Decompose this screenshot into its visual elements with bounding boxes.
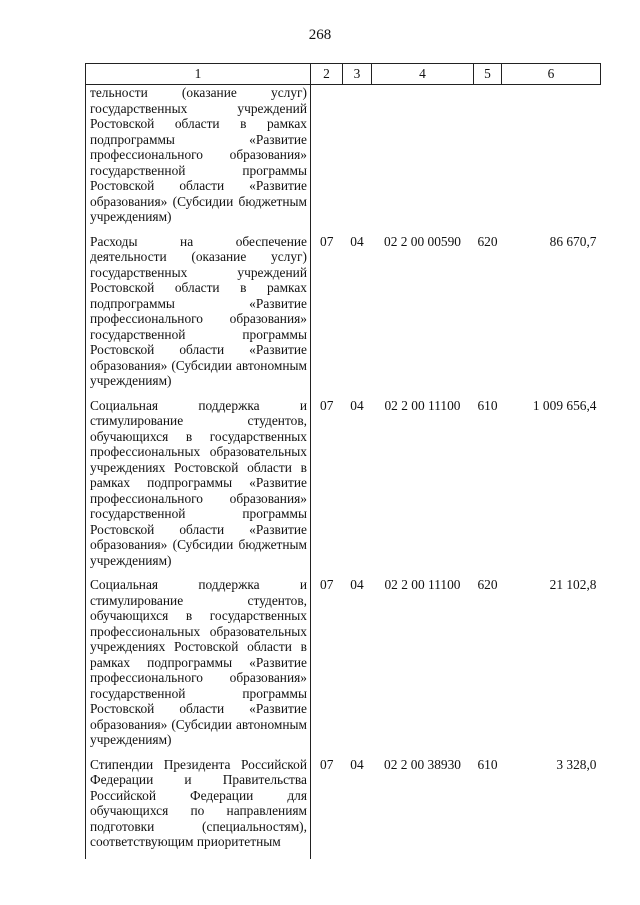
row-amount: 21 102,8 bbox=[549, 577, 597, 592]
row-expense-type: 620 bbox=[477, 577, 498, 592]
row-target-code: 02 2 00 00590 bbox=[384, 233, 461, 249]
table-row bbox=[86, 398, 601, 578]
header-cell-5: 5 bbox=[474, 64, 502, 85]
row-amount bbox=[502, 85, 601, 234]
row-section: 07 bbox=[320, 577, 334, 592]
table-row bbox=[86, 577, 601, 757]
header-row bbox=[86, 64, 601, 85]
row-amount: 86 670,7 bbox=[549, 233, 597, 249]
table-row bbox=[86, 85, 601, 234]
row-section: 07 bbox=[320, 756, 334, 772]
row-section: 07 bbox=[320, 233, 334, 249]
row-expense-type: 620 bbox=[477, 233, 498, 249]
row-section bbox=[311, 85, 343, 234]
row-subsection: 04 bbox=[350, 577, 364, 592]
row-subsection: 04 bbox=[350, 397, 364, 413]
row-expense-type: 610 bbox=[477, 397, 498, 413]
row-description: Социальная поддержка и стимулирование студентов, обучающихся в государственных профессиональных образовательных учреждениях Ростовской области в рамках подпрограммы «Развитие профессионального образования» государственной программы Ростовской области «Развитие образования» (Субсидии бюджетным учреждениям) bbox=[86, 398, 311, 578]
row-target-code: 02 2 00 11100 bbox=[384, 397, 461, 413]
page-number: 268 bbox=[308, 27, 332, 43]
row-subsection: 04 bbox=[350, 756, 364, 772]
row-target-code: 02 2 00 11100 bbox=[384, 577, 461, 592]
row-description: Стипендии Президента Российской Федерации и Правительства Российской Федерации для обучающихся по направлениям подготовки (специальностям), соответствующим приоритетным bbox=[86, 757, 311, 859]
table-row bbox=[86, 757, 601, 859]
header-cell-6: 6 bbox=[502, 64, 601, 85]
row-expense-type: 610 bbox=[477, 756, 498, 772]
row-subsection bbox=[343, 85, 372, 234]
row-subsection: 04 bbox=[350, 233, 364, 249]
header-cell-3: 3 bbox=[343, 64, 372, 85]
row-target-code: 02 2 00 38930 bbox=[384, 756, 461, 772]
row-amount: 3 328,0 bbox=[556, 756, 597, 772]
table-row bbox=[86, 234, 601, 398]
budget-table bbox=[85, 63, 601, 859]
row-expense-type bbox=[474, 85, 502, 234]
header-cell-1: 1 bbox=[86, 64, 311, 85]
row-description: Социальная поддержка и стимулирование студентов, обучающихся в государственных профессиональных образовательных учреждениях Ростовской области в рамках подпрограммы «Развитие профессионального образования» государственной программы Ростовской области «Развитие образования» (Субсидии автономным учреждениям) bbox=[86, 577, 311, 757]
header-cell-2: 2 bbox=[311, 64, 343, 85]
row-description: тельности (оказание услуг) государственных учреждений Ростовской области в рамках подпрограммы «Развитие профессионального образования» государственной программы Ростовской области «Развитие образования» (Субсидии бюджетным учреждениям) bbox=[86, 85, 311, 234]
row-description: Расходы на обеспечение деятельности (оказание услуг) государственных учреждений Ростовской области в рамках подпрограммы «Развитие профессионального образования» государственной программы Ростовской области «Развитие образования» (Субсидии автономным учреждениям) bbox=[86, 234, 311, 398]
row-amount: 1 009 656,4 bbox=[532, 397, 597, 413]
row-section: 07 bbox=[320, 397, 334, 413]
row-target-code bbox=[372, 85, 474, 234]
header-cell-4: 4 bbox=[372, 64, 474, 85]
